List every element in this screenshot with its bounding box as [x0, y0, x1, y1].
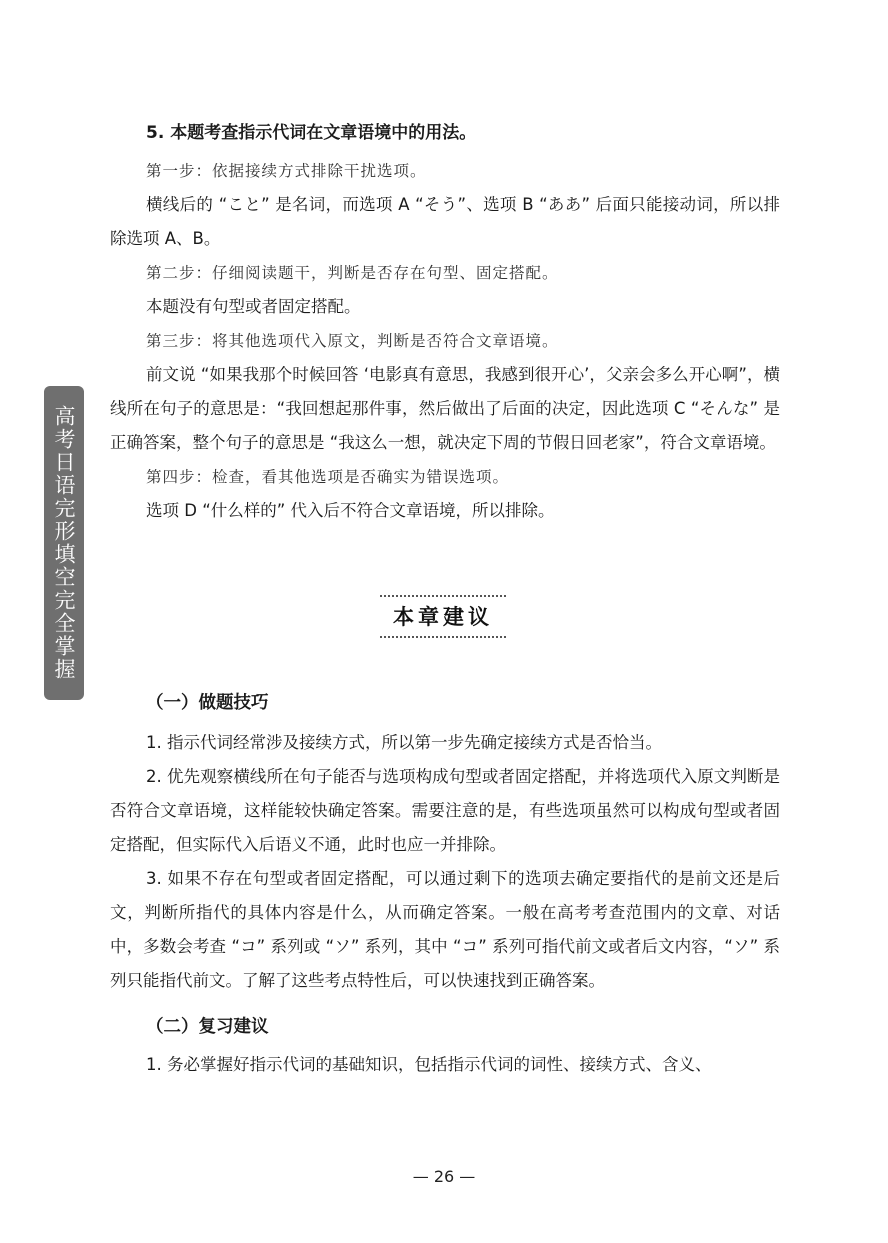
chapter-title: 本章建议 — [393, 605, 493, 629]
paragraph-1: 横线后的 “こと” 是名词，而选项 A “そう”、选项 B “ああ” 后面只能接动词，所以排除选项 A、B。 — [110, 195, 780, 248]
paragraph-3: 前文说 “如果我那个时候回答 ‘电影真有意思，我感到很开心’，父亲会多么开心啊”，横线所在句子的意思是：“我回想起那件事，然后做出了后面的决定，因此选项 C “そんな” 是正确答案，整个句子的意思是 “我这么一想，就决定下周的节假日回老家”，符合文章语境。 — [110, 365, 780, 452]
chapter-bottom-rule — [380, 636, 506, 638]
chapter-heading — [380, 595, 506, 638]
step-3: 第三步：将其他选项代入原文，判断是否符合文章语境。 — [146, 332, 559, 350]
section-heading-1: （一）做题技巧 — [146, 693, 269, 713]
section-heading-2: （二）复习建议 — [146, 1017, 269, 1037]
paragraph-2: 本题没有句型或者固定搭配。 — [146, 297, 361, 316]
tip-item-3: 3. 如果不存在句型或者固定搭配，可以通过剩下的选项去确定要指代的是前文还是后文，判断所指代的具体内容是什么，从而确定答案。一般在高考考查范围内的文章、对话中，多数会考查 “コ” 系列或 “ソ” 系列，其中 “コ” 系列可指代前文或者后文内容，“ソ” 系列只能指代前文。了解了这些考点特性后，可以快速找到正确答案。 — [110, 869, 780, 990]
side-tab-label: 高考日语完形填空完全掌握 — [52, 405, 76, 681]
tip-item-1: 1. 指示代词经常涉及接续方式，所以第一步先确定接续方式是否恰当。 — [146, 733, 662, 752]
tip-item-2: 2. 优先观察横线所在句子能否与选项构成句型或者固定搭配，并将选项代入原文判断是否符合文章语境，这样能较快确定答案。需要注意的是，有些选项虽然可以构成句型或者固定搭配，但实际代入后语义不通，此时也应一并排除。 — [110, 767, 780, 854]
page-content — [110, 116, 780, 528]
step-2: 第二步：仔细阅读题干，判断是否存在句型、固定搭配。 — [146, 264, 559, 282]
question-title: 5. 本题考查指示代词在文章语境中的用法。 — [146, 123, 477, 143]
review-item-1: 1. 务必掌握好指示代词的基础知识，包括指示代词的词性、接续方式、含义、 — [146, 1055, 712, 1074]
advice-content — [110, 686, 780, 1082]
chapter-side-tab — [44, 386, 84, 700]
step-4: 第四步：检查，看其他选项是否确实为错误选项。 — [146, 468, 510, 486]
paragraph-4: 选项 D “什么样的” 代入后不符合文章语境，所以排除。 — [146, 501, 555, 520]
page-number: — 26 — — [412, 1167, 476, 1186]
step-1: 第一步：依据接续方式排除干扰选项。 — [146, 162, 427, 180]
